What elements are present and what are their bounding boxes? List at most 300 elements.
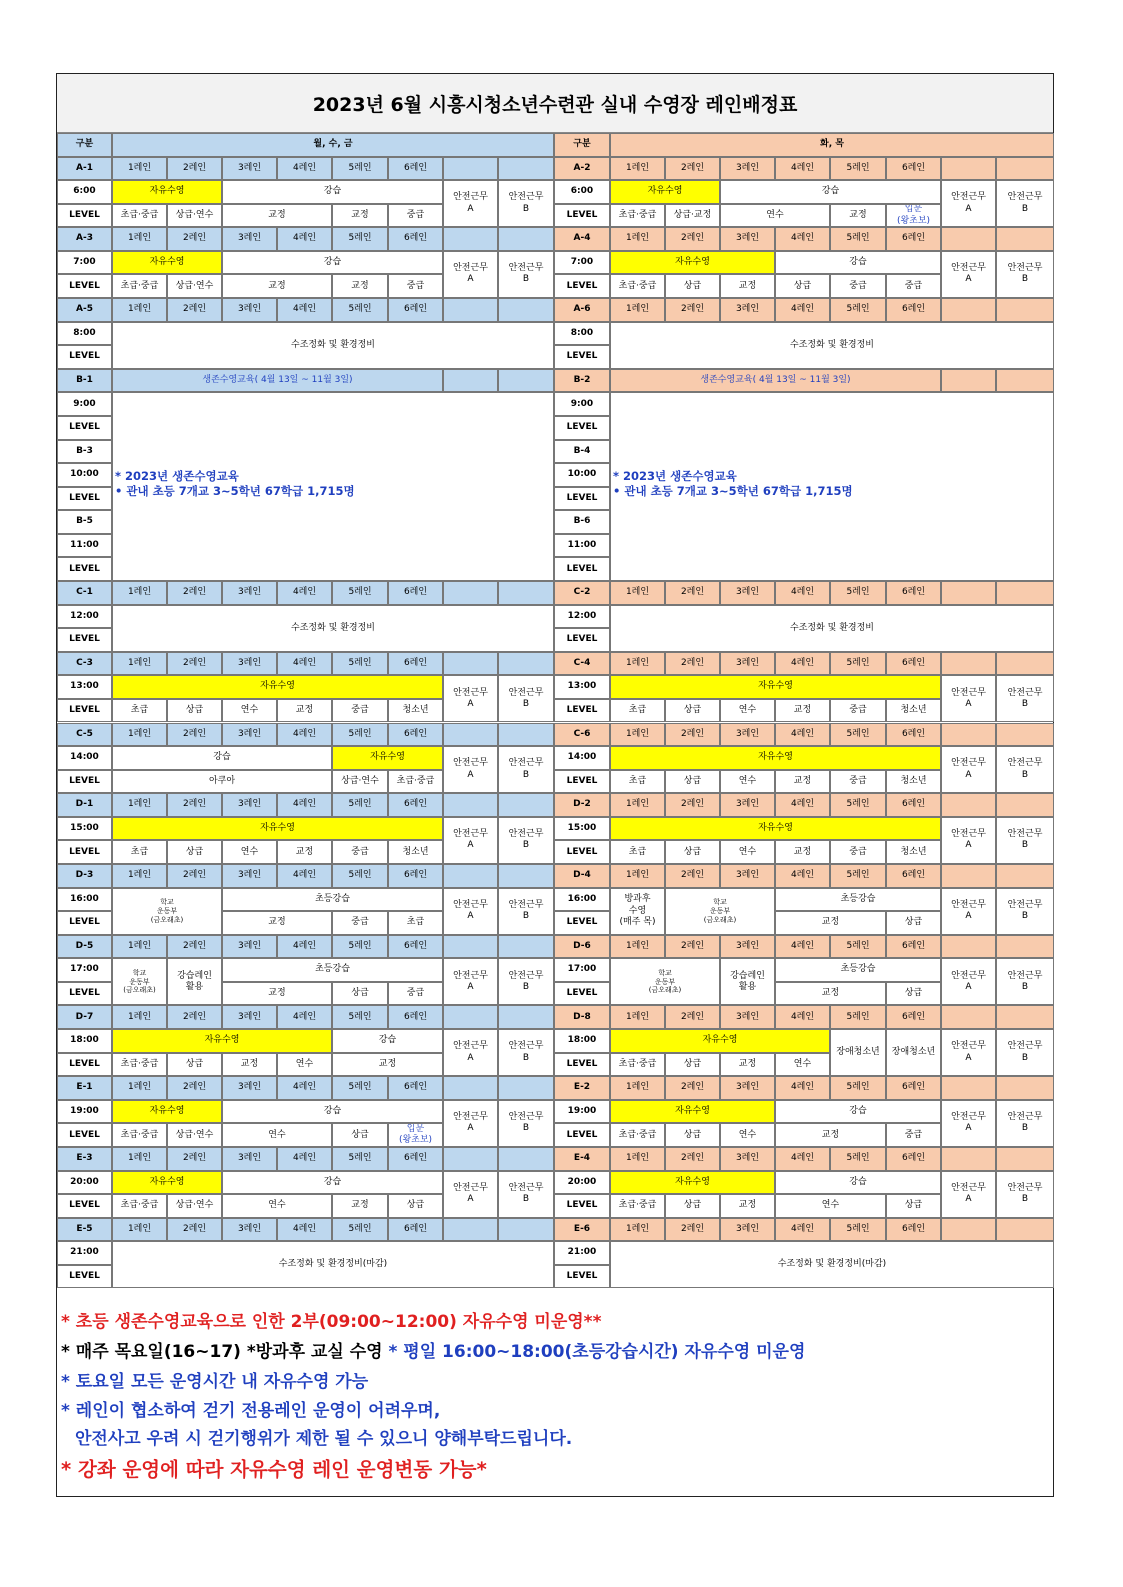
lane-header: 5레인 — [830, 1218, 886, 1242]
lane-header: 4레인 — [277, 1076, 332, 1100]
level-cell: 초급·중급 — [610, 204, 665, 228]
lane-header: 1레인 — [610, 1218, 665, 1242]
level-cell: 상급 — [665, 1053, 720, 1077]
lane-header: 3레인 — [222, 723, 277, 747]
level-label: LEVEL — [554, 911, 610, 935]
lane-header: 3레인 — [720, 935, 775, 959]
level-label: LEVEL — [554, 1053, 610, 1077]
lane-header: 4레인 — [277, 723, 332, 747]
row-label: C-6 — [554, 723, 610, 747]
lane-header: 3레인 — [720, 864, 775, 888]
safety-a: 안전근무 A — [443, 1029, 498, 1076]
row-label: D-3 — [57, 864, 112, 888]
time-label: 13:00 — [57, 675, 112, 699]
free-swim: 자유수영 — [112, 1171, 222, 1195]
lane-header: 3레인 — [222, 935, 277, 959]
lane-header: 6레인 — [886, 723, 941, 747]
safety-a: 안전근무 A — [443, 1100, 498, 1147]
lane-header: 1레인 — [610, 652, 665, 676]
row-label: D-2 — [554, 793, 610, 817]
level-cell: 교정 — [720, 1194, 775, 1218]
level-cell: 초급·중급 — [112, 1053, 167, 1077]
lane-header: 2레인 — [167, 1147, 222, 1171]
lesson: 강습 — [775, 1100, 941, 1124]
lane-header: 5레인 — [332, 1147, 388, 1171]
page-title: 2023년 6월 시흥시청소년수련관 실내 수영장 레인배정표 — [57, 74, 1053, 133]
maintenance-close: 수조정화 및 환경정비(마감) — [610, 1241, 1054, 1288]
level-cell: 초급·중급 — [112, 204, 167, 228]
lane-header: 5레인 — [332, 1005, 388, 1029]
maintenance: 수조정화 및 환경정비 — [112, 605, 554, 652]
safety-a: 안전근무 A — [941, 675, 996, 722]
lane-header-empty — [443, 1005, 498, 1029]
lane-header: 6레인 — [388, 864, 443, 888]
safety-a: 안전근무 A — [443, 888, 498, 935]
lane-header: 4레인 — [775, 935, 830, 959]
level-cell: 중급 — [332, 840, 388, 864]
time-label: 14:00 — [554, 746, 610, 770]
free-swim: 자유수영 — [112, 817, 443, 841]
safety-b: 안전근무 B — [996, 1100, 1054, 1147]
lane-header: 6레인 — [886, 227, 941, 251]
lane-header-empty — [996, 1076, 1054, 1100]
lane-header: 2레인 — [665, 1218, 720, 1242]
level-cell: 연수 — [222, 840, 277, 864]
level-cell: 교정 — [720, 274, 775, 298]
level-cell: 초급·중급 — [610, 1123, 665, 1147]
lane-header: 3레인 — [720, 298, 775, 322]
lane-header-empty — [996, 723, 1054, 747]
level-cell: 교정 — [277, 699, 332, 723]
school-team: 학교 운동부 (금오래초) — [112, 958, 167, 1005]
row-label: C-3 — [57, 652, 112, 676]
lane-header: 5레인 — [830, 935, 886, 959]
lane-header-empty — [996, 1147, 1054, 1171]
level-cell: 교정 — [222, 274, 332, 298]
row-label: A-5 — [57, 298, 112, 322]
lane-header: 4레인 — [775, 1218, 830, 1242]
level-label: LEVEL — [57, 982, 112, 1006]
level-cell: 교정 — [332, 1194, 388, 1218]
row-label: D-4 — [554, 864, 610, 888]
lane-header: 5레인 — [332, 864, 388, 888]
lane-header: 5레인 — [332, 935, 388, 959]
time-label: 19:00 — [57, 1100, 112, 1124]
lane-header-empty — [941, 1005, 996, 1029]
row-label: LEVEL — [57, 487, 112, 511]
level-cell: 초급·중급 — [112, 1194, 167, 1218]
lane-header-empty — [498, 652, 554, 676]
level-cell: 교정 — [332, 274, 388, 298]
lane-header: 5레인 — [332, 227, 388, 251]
free-swim: 자유수영 — [610, 1100, 775, 1124]
lane-header: 6레인 — [388, 298, 443, 322]
lane-header: 6레인 — [388, 793, 443, 817]
lane-header-empty — [498, 227, 554, 251]
lane-header: 3레인 — [720, 793, 775, 817]
lane-header: 1레인 — [610, 1005, 665, 1029]
level-label: LEVEL — [57, 204, 112, 228]
note-thursday — [61, 1337, 805, 1362]
safety-a: 안전근무 A — [941, 1100, 996, 1147]
row-label: D-7 — [57, 1005, 112, 1029]
free-swim: 자유수영 — [332, 746, 443, 770]
lane-header-empty — [941, 227, 996, 251]
lane-header: 1레인 — [610, 864, 665, 888]
lane-header: 1레인 — [112, 652, 167, 676]
level-cell: 중급 — [886, 1123, 941, 1147]
safety-a: 안전근무 A — [941, 1029, 996, 1076]
level-cell: 입문 (왕초보) — [886, 204, 941, 228]
level-cell: 연수 — [222, 1123, 332, 1147]
lane-header: 4레인 — [775, 157, 830, 181]
time-label: 6:00 — [57, 180, 112, 204]
level-cell: 교정 — [775, 699, 830, 723]
safety-a: 안전근무 A — [443, 958, 498, 1005]
lane-header: 2레인 — [665, 935, 720, 959]
lane-header: 3레인 — [720, 1005, 775, 1029]
time-label: 15:00 — [57, 817, 112, 841]
level-cell: 상급 — [167, 1053, 222, 1077]
level-cell: 초급 — [610, 770, 665, 794]
safety-b: 안전근무 B — [996, 180, 1054, 227]
safety-a: 안전근무 A — [941, 746, 996, 793]
level-label: LEVEL — [554, 345, 610, 369]
time-label: 18:00 — [554, 1029, 610, 1053]
lane-header: 4레인 — [277, 935, 332, 959]
lane-header-empty — [941, 1218, 996, 1242]
safety-b: 안전근무 B — [498, 746, 554, 793]
lane-header: 4레인 — [277, 1147, 332, 1171]
level-cell: 교정 — [775, 840, 830, 864]
safety-b: 안전근무 B — [996, 675, 1054, 722]
time-label: 12:00 — [57, 605, 112, 629]
lane-header: 2레인 — [665, 793, 720, 817]
lane-header-empty — [498, 298, 554, 322]
lane-header: 6레인 — [886, 935, 941, 959]
lane-header: 2레인 — [665, 1005, 720, 1029]
safety-b: 안전근무 B — [498, 958, 554, 1005]
lane-header-empty — [498, 723, 554, 747]
lane-header-empty — [498, 157, 554, 181]
lane-header-empty — [498, 1005, 554, 1029]
level-label: LEVEL — [57, 911, 112, 935]
level-cell: 상급 — [665, 1194, 720, 1218]
lane-header-empty — [443, 581, 498, 605]
lane-header-empty — [941, 864, 996, 888]
row-label: LEVEL — [554, 487, 610, 511]
lane-header: 1레인 — [112, 227, 167, 251]
level-cell: 초급 — [112, 840, 167, 864]
level-cell: 상급 — [665, 770, 720, 794]
lane-header: 6레인 — [886, 652, 941, 676]
lane-header: 6레인 — [886, 1218, 941, 1242]
lane-header-empty — [941, 369, 996, 393]
safety-a: 안전근무 A — [941, 180, 996, 227]
lesson-lane-use: 강습레인 활용 — [167, 958, 222, 1005]
lane-header: 5레인 — [332, 298, 388, 322]
lesson: 강습 — [222, 251, 443, 275]
note-thursday-a: * 매주 목요일(16~17) *방과후 교실 수영 — [61, 1342, 383, 1362]
level-label: LEVEL — [57, 345, 112, 369]
lane-header: 3레인 — [720, 1147, 775, 1171]
lane-header-empty — [443, 369, 498, 393]
level-cell: 중급 — [830, 274, 886, 298]
lane-header: 1레인 — [112, 298, 167, 322]
lane-header: 6레인 — [388, 1147, 443, 1171]
lane-header-empty — [443, 723, 498, 747]
row-label: LEVEL — [554, 416, 610, 440]
level-cell: 상급·연수 — [167, 204, 222, 228]
level-label: LEVEL — [57, 1194, 112, 1218]
level-cell: 교정 — [332, 204, 388, 228]
lane-header-empty — [443, 864, 498, 888]
lane-header-empty — [443, 227, 498, 251]
lane-header: 1레인 — [610, 723, 665, 747]
level-cell: 상급 — [167, 699, 222, 723]
lane-header: 4레인 — [775, 793, 830, 817]
row-label: B-5 — [57, 510, 112, 534]
lesson: 강습 — [222, 1100, 443, 1124]
lane-header: 3레인 — [720, 1076, 775, 1100]
lesson-lane-use: 강습레인 활용 — [720, 958, 775, 1005]
level-label: LEVEL — [554, 699, 610, 723]
lane-header-empty — [443, 935, 498, 959]
level-label: LEVEL — [554, 982, 610, 1006]
lane-header-empty — [498, 581, 554, 605]
level-cell: 청소년 — [388, 840, 443, 864]
level-cell: 상급 — [886, 1194, 941, 1218]
level-cell: 연수 — [775, 1053, 830, 1077]
lane-header: 2레인 — [665, 652, 720, 676]
time-label: 21:00 — [57, 1241, 112, 1265]
safety-a: 안전근무 A — [941, 888, 996, 935]
row-label: D-8 — [554, 1005, 610, 1029]
level-cell: 청소년 — [388, 699, 443, 723]
level-cell: 중급 — [830, 770, 886, 794]
note-lane-change: * 강좌 운영에 따라 자유수영 레인 운영변동 가능* — [61, 1458, 487, 1481]
time-label: 8:00 — [554, 322, 610, 346]
header-gubun: 구분 — [554, 133, 610, 157]
lane-header: 4레인 — [775, 581, 830, 605]
safety-a: 안전근무 A — [941, 958, 996, 1005]
schedule-grid — [57, 133, 1054, 1294]
safety-b: 안전근무 B — [996, 888, 1054, 935]
lane-header: 2레인 — [167, 581, 222, 605]
maintenance: 수조정화 및 환경정비 — [610, 322, 1054, 369]
lane-header: 2레인 — [167, 793, 222, 817]
level-cell: 상급 — [886, 911, 941, 935]
lane-header: 3레인 — [720, 1218, 775, 1242]
lane-header-empty — [996, 369, 1054, 393]
level-label: LEVEL — [554, 1265, 610, 1289]
lane-header: 1레인 — [610, 793, 665, 817]
lane-header-empty — [443, 298, 498, 322]
lane-header: 4레인 — [277, 157, 332, 181]
lane-header-empty — [941, 793, 996, 817]
lane-header: 4레인 — [775, 864, 830, 888]
level-cell: 중급 — [830, 699, 886, 723]
lane-header-empty — [996, 1218, 1054, 1242]
school-team: 학교 운동부 (금오래초) — [665, 888, 775, 935]
level-cell: 연수 — [720, 699, 775, 723]
lane-header: 5레인 — [830, 1005, 886, 1029]
level-cell: 중급 — [830, 840, 886, 864]
row-label: D-1 — [57, 793, 112, 817]
lesson: 강습 — [332, 1029, 443, 1053]
time-label: 16:00 — [554, 888, 610, 912]
row-label: C-5 — [57, 723, 112, 747]
survival-banner: 생존수영교육( 4월 13일 ~ 11월 3일) — [610, 369, 941, 393]
lane-header: 2레인 — [167, 157, 222, 181]
row-label: E-6 — [554, 1218, 610, 1242]
lane-header: 3레인 — [222, 1218, 277, 1242]
level-cell: 상급 — [775, 274, 830, 298]
lane-header: 2레인 — [665, 1147, 720, 1171]
lane-header-empty — [443, 1147, 498, 1171]
survival-info: * 2023년 생존수영교육 • 관내 초등 7개교 3~5학년 67학급 1,715명 — [112, 392, 554, 581]
level-cell: 초급·중급 — [610, 274, 665, 298]
row-label: B-6 — [554, 510, 610, 534]
lane-header: 1레인 — [610, 581, 665, 605]
lane-header-empty — [498, 1076, 554, 1100]
lane-header: 4레인 — [775, 1076, 830, 1100]
row-label: 11:00 — [554, 534, 610, 558]
level-label: LEVEL — [554, 274, 610, 298]
note-thursday-b: * 평일 16:00~18:00(초등강습시간) 자유수영 미운영 — [382, 1342, 806, 1362]
safety-a: 안전근무 A — [443, 251, 498, 298]
level-label: LEVEL — [57, 274, 112, 298]
level-label: LEVEL — [554, 1194, 610, 1218]
safety-b: 안전근무 B — [498, 888, 554, 935]
level-cell: 상급 — [388, 1194, 443, 1218]
lane-header-empty — [443, 793, 498, 817]
level-cell: 중급 — [388, 204, 443, 228]
lane-header-empty — [996, 298, 1054, 322]
disabled-youth: 장애청소년 — [886, 1029, 941, 1076]
safety-b: 안전근무 B — [996, 817, 1054, 864]
lane-header: 4레인 — [775, 298, 830, 322]
level-cell: 상급 — [665, 840, 720, 864]
lane-header: 5레인 — [830, 298, 886, 322]
lane-header: 6레인 — [886, 864, 941, 888]
row-label: B-4 — [554, 440, 610, 464]
row-label: 10:00 — [554, 463, 610, 487]
lane-header-empty — [443, 652, 498, 676]
level-label: LEVEL — [57, 1265, 112, 1289]
level-cell: 상급·연수 — [167, 1123, 222, 1147]
level-cell: 상급 — [167, 840, 222, 864]
level-cell: 교정 — [775, 911, 886, 935]
lane-header-empty — [941, 935, 996, 959]
lane-header-empty — [443, 1076, 498, 1100]
level-cell: 연수 — [720, 204, 830, 228]
level-cell: 교정 — [720, 1053, 775, 1077]
level-cell: 연수 — [720, 770, 775, 794]
lane-header: 6레인 — [886, 1076, 941, 1100]
lane-header-empty — [996, 1005, 1054, 1029]
lane-header: 2레인 — [167, 1076, 222, 1100]
row-label: D-5 — [57, 935, 112, 959]
free-swim: 자유수영 — [112, 1029, 332, 1053]
lane-header: 2레인 — [167, 652, 222, 676]
level-cell: 중급 — [332, 699, 388, 723]
lane-header: 5레인 — [830, 227, 886, 251]
level-cell: 교정 — [222, 911, 332, 935]
level-cell: 상급·연수 — [167, 274, 222, 298]
safety-b: 안전근무 B — [498, 1171, 554, 1218]
level-cell: 중급 — [886, 274, 941, 298]
row-label: E-3 — [57, 1147, 112, 1171]
lane-header: 4레인 — [277, 793, 332, 817]
school-team: 학교 운동부 (금오래초) — [112, 888, 222, 935]
row-label: B-2 — [554, 369, 610, 393]
row-label: A-4 — [554, 227, 610, 251]
level-cell: 입문 (왕초보) — [388, 1123, 443, 1147]
level-cell: 교정 — [222, 982, 332, 1006]
level-cell: 교정 — [277, 840, 332, 864]
header-gubun: 구분 — [57, 133, 112, 157]
lane-header: 1레인 — [112, 723, 167, 747]
safety-b: 안전근무 B — [498, 675, 554, 722]
lane-header: 6레인 — [388, 1076, 443, 1100]
time-label: 14:00 — [57, 746, 112, 770]
lane-header: 4레인 — [277, 298, 332, 322]
safety-b: 안전근무 B — [996, 958, 1054, 1005]
lane-header: 3레인 — [720, 227, 775, 251]
row-label: B-3 — [57, 440, 112, 464]
lane-header: 5레인 — [332, 793, 388, 817]
row-label: B-1 — [57, 369, 112, 393]
level-cell: 상급 — [886, 982, 941, 1006]
lane-header: 1레인 — [112, 1218, 167, 1242]
time-label: 21:00 — [554, 1241, 610, 1265]
lane-header: 3레인 — [222, 793, 277, 817]
lane-header: 6레인 — [886, 298, 941, 322]
level-label: LEVEL — [554, 1123, 610, 1147]
time-label: 13:00 — [554, 675, 610, 699]
lane-header: 2레인 — [665, 581, 720, 605]
level-label: LEVEL — [57, 628, 112, 652]
lane-header: 3레인 — [720, 581, 775, 605]
lane-header: 5레인 — [332, 723, 388, 747]
row-label: C-4 — [554, 652, 610, 676]
lane-header: 2레인 — [665, 227, 720, 251]
lane-header: 6레인 — [886, 157, 941, 181]
lane-header-empty — [443, 157, 498, 181]
lane-header: 1레인 — [610, 1147, 665, 1171]
lane-header: 4레인 — [277, 864, 332, 888]
level-cell: 상급 — [665, 1123, 720, 1147]
lane-header: 4레인 — [775, 723, 830, 747]
time-label: 18:00 — [57, 1029, 112, 1053]
level-label: LEVEL — [57, 1123, 112, 1147]
lane-header: 1레인 — [112, 935, 167, 959]
lane-header: 6레인 — [388, 1218, 443, 1242]
elementary-lesson: 초등강습 — [775, 888, 941, 912]
level-label: LEVEL — [554, 628, 610, 652]
elementary-lesson: 초등강습 — [775, 958, 941, 982]
free-swim: 자유수영 — [610, 1029, 830, 1053]
lane-header: 6레인 — [388, 227, 443, 251]
lane-header-empty — [498, 1218, 554, 1242]
row-label: A-6 — [554, 298, 610, 322]
row-label: 11:00 — [57, 534, 112, 558]
lane-header: 3레인 — [222, 1005, 277, 1029]
lane-header: 3레인 — [222, 298, 277, 322]
lane-header: 2레인 — [167, 298, 222, 322]
lane-header: 1레인 — [112, 581, 167, 605]
